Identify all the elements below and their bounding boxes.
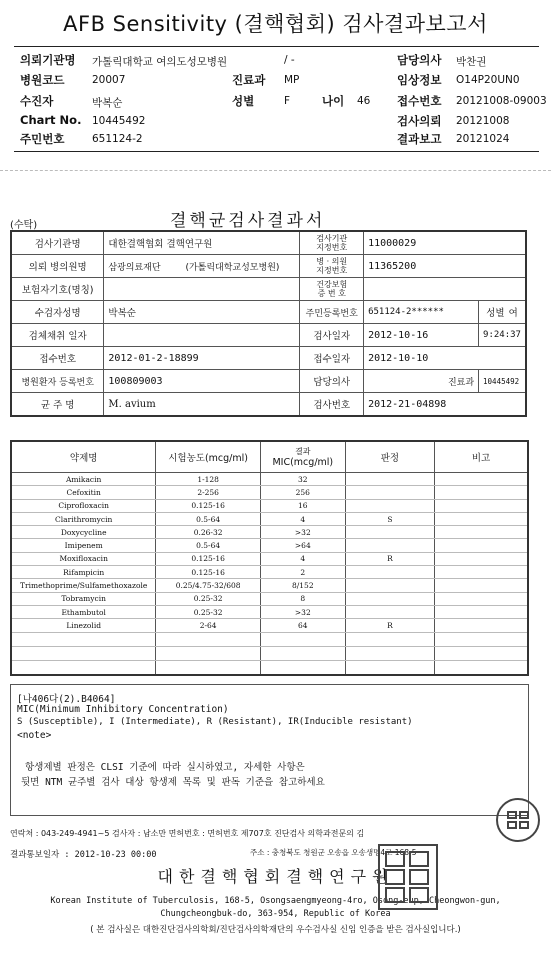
drug-name: Doxycycline xyxy=(11,526,156,539)
note-line: MIC(Minimum Inhibitory Concentration) xyxy=(17,704,229,715)
doctor-seal-icon xyxy=(496,798,540,842)
drug-mic: 256 xyxy=(260,486,345,499)
drug-name: Trimethoprime/Sulfamethoxazole xyxy=(11,579,156,592)
result-report xyxy=(0,176,551,967)
table-row xyxy=(11,566,528,579)
value-report-date: 20121024 xyxy=(456,133,510,145)
header-divider xyxy=(14,151,539,152)
drug-judgement xyxy=(345,592,434,605)
table-row xyxy=(11,231,526,255)
drug-judgement xyxy=(345,526,434,539)
empty-cell xyxy=(260,632,345,646)
table-row xyxy=(11,526,528,539)
table-header-row xyxy=(11,441,528,473)
value-patient: 박복순 xyxy=(92,97,123,109)
label-receipt-no: 접수번호 xyxy=(397,94,442,108)
label-hospital-code: 병원코드 xyxy=(20,73,65,87)
drug-remark xyxy=(435,605,528,618)
table-row xyxy=(11,512,528,525)
value-test-institution: 대한결핵협회 결핵연구원 xyxy=(104,231,300,255)
drug-concentration: 0.25-32 xyxy=(156,592,261,605)
label-patient: 수진자 xyxy=(20,94,54,108)
label-received-date: 접수일자 xyxy=(300,347,364,370)
notice-date: 결과통보일자 : 2012-10-23 00:00 xyxy=(10,850,157,860)
empty-cell xyxy=(435,632,528,646)
label-clinical-info: 임상정보 xyxy=(397,73,442,87)
empty-cell xyxy=(345,646,434,660)
drug-concentration: 0.5-64 xyxy=(156,539,261,552)
drug-concentration: 0.125-16 xyxy=(156,552,261,565)
empty-cell xyxy=(345,632,434,646)
table-row-empty xyxy=(11,632,528,646)
susceptibility-table xyxy=(10,440,529,676)
label-attending-doctor: 담당의사 xyxy=(300,370,364,393)
col-mic-top: 결과 xyxy=(295,447,311,456)
drug-remark xyxy=(435,473,528,486)
empty-cell xyxy=(156,632,261,646)
drug-name: Moxifloxacin xyxy=(11,552,156,565)
value-test-no: 2012-21-04898 xyxy=(364,393,526,417)
header-divider xyxy=(14,46,539,47)
empty-cell xyxy=(435,646,528,660)
drug-remark xyxy=(435,499,528,512)
consigned-mark: (수탁) xyxy=(10,220,38,231)
notes-box xyxy=(10,684,529,816)
drug-judgement xyxy=(345,499,434,512)
empty-cell xyxy=(435,660,528,675)
empty-cell xyxy=(11,646,156,660)
value-sex-cell xyxy=(479,301,526,324)
note-line: 항생제별 판정은 CLSI 기준에 따라 실시하였고, 자세한 사항은 xyxy=(25,762,305,773)
requesting-hospital-sub: (가톨릭대학교성모병원) xyxy=(185,262,280,273)
drug-mic: 4 xyxy=(260,512,345,525)
drug-remark xyxy=(435,539,528,552)
drug-concentration: 2-64 xyxy=(156,619,261,632)
label-insurer: 보험자기호(명칭) xyxy=(11,278,104,301)
value-department: MP xyxy=(284,74,300,86)
note-line: <note> xyxy=(17,730,52,741)
drug-concentration: 0.5-64 xyxy=(156,512,261,525)
table-row xyxy=(11,370,526,393)
drug-name: Linezolid xyxy=(11,619,156,632)
value-requesting-hospital xyxy=(104,255,300,278)
table-row xyxy=(11,619,528,632)
drug-judgement xyxy=(345,579,434,592)
drug-concentration: 0.25-32 xyxy=(156,605,261,618)
empty-cell xyxy=(156,646,261,660)
drug-mic: 32 xyxy=(260,473,345,486)
col-mic xyxy=(260,441,345,473)
label-requesting-hospital: 의뢰 병의원명 xyxy=(11,255,104,278)
label-clinic-dept: 진료과 xyxy=(364,370,479,393)
drug-concentration: 2-256 xyxy=(156,486,261,499)
value-insurance-no xyxy=(364,278,526,301)
empty-cell xyxy=(345,660,434,675)
label-chart-no: Chart No. xyxy=(20,113,82,127)
value-institution-code: 11000029 xyxy=(364,231,526,255)
table-row xyxy=(11,301,526,324)
rrn-text: 651124-2****** xyxy=(368,307,444,317)
value-age: 46 xyxy=(357,95,371,107)
note-line: S (Susceptible), I (Intermediate), R (Resistant), IR(Inducible resistant) xyxy=(17,717,413,727)
address-english-2: Chungcheongbuk-do, 363-954, Republic of Korea xyxy=(160,909,391,919)
drug-mic: 4 xyxy=(260,552,345,565)
value-accession-no: 2012-01-2-18899 xyxy=(104,347,300,370)
drug-remark xyxy=(435,566,528,579)
drug-mic: >32 xyxy=(260,605,345,618)
value-received-date: 2012-10-10 xyxy=(364,347,526,370)
label-institution: 의뢰기관명 xyxy=(20,53,76,67)
label-sex-full: 성별 xyxy=(486,308,505,319)
table-row xyxy=(11,278,526,301)
drug-remark xyxy=(435,512,528,525)
value-sex-full: 여 xyxy=(508,308,518,319)
drug-name: Clarithromycin xyxy=(11,512,156,525)
drug-concentration: 0.125-16 xyxy=(156,566,261,579)
value-examinee: 박복순 xyxy=(104,301,300,324)
col-drug: 약제명 xyxy=(11,441,156,473)
value-rrn-full xyxy=(364,301,479,324)
value-sex: F xyxy=(284,95,291,107)
value-chart-no: 10445492 xyxy=(92,115,146,127)
value-doctor: 박찬권 xyxy=(456,56,487,68)
table-row xyxy=(11,552,528,565)
drug-remark xyxy=(435,579,528,592)
empty-cell xyxy=(260,646,345,660)
value-request-date: 20121008 xyxy=(456,115,510,127)
drug-judgement xyxy=(345,473,434,486)
label-department: 진료과 xyxy=(232,73,266,87)
col-concentration: 시험농도(mcg/ml) xyxy=(156,441,261,473)
drug-remark xyxy=(435,486,528,499)
drug-remark xyxy=(435,526,528,539)
value-strain: M. avium xyxy=(104,393,300,417)
empty-cell xyxy=(11,660,156,675)
empty-cell xyxy=(11,632,156,646)
label-test-no: 검사번호 xyxy=(300,393,364,417)
drug-judgement: R xyxy=(345,552,434,565)
label-request-date: 검사의뢰 xyxy=(397,114,442,128)
drug-mic: >32 xyxy=(260,526,345,539)
label-hospital-code: 병 · 의원 지정번호 xyxy=(300,255,364,278)
drug-judgement xyxy=(345,566,434,579)
report-title: 결핵균검사결과서 xyxy=(170,211,326,231)
drug-name: Imipenem xyxy=(11,539,156,552)
table-row xyxy=(11,592,528,605)
drug-mic: 8 xyxy=(260,592,345,605)
label-sex: 성별 xyxy=(232,94,255,108)
value-ward: / - xyxy=(284,54,295,66)
patient-info-table xyxy=(10,230,527,417)
drug-judgement xyxy=(345,486,434,499)
note-line: [나406다(2).B4064] xyxy=(17,694,116,705)
drug-judgement xyxy=(345,605,434,618)
drug-name: Tobramycin xyxy=(11,592,156,605)
value-rrn: 651124-2 xyxy=(92,133,143,145)
report-header xyxy=(0,0,551,170)
table-row xyxy=(11,499,528,512)
label-insurance-no: 건강보험 증 번 호 xyxy=(300,278,364,301)
contact-line: 연락처 : 043-249-4941~5 검사자 : 남소만 면허번호 : 면허번호 제707호 진단검사 의학과전문의 김 xyxy=(10,829,365,838)
label-doctor: 담당의사 xyxy=(397,53,442,67)
drug-remark xyxy=(435,592,528,605)
table-row xyxy=(11,579,528,592)
table-row xyxy=(11,605,528,618)
table-row xyxy=(11,539,528,552)
table-row xyxy=(11,473,528,486)
drug-concentration: 1-128 xyxy=(156,473,261,486)
value-hospital-designation: 11365200 xyxy=(364,255,526,278)
col-judgement: 판정 xyxy=(345,441,434,473)
table-row-empty xyxy=(11,660,528,675)
value-exam-time: 9:24:37 xyxy=(479,324,526,347)
value-hospital-code: 20007 xyxy=(92,74,126,86)
institute-seal-icon xyxy=(378,844,438,910)
header-title: AFB Sensitivity (결핵협회) 검사결과보고서 xyxy=(63,12,488,36)
drug-remark xyxy=(435,552,528,565)
value-institution: 가톨릭대학교 여의도성모병원 xyxy=(92,56,228,68)
value-clinical-info: O14P20UN0 xyxy=(456,74,520,86)
value-clinic-dept: 10445492 xyxy=(479,370,526,393)
requesting-foundation: 삼광의료재단 xyxy=(108,262,161,273)
label-patient-reg-no: 병원환자 등록번호 xyxy=(11,370,104,393)
label-institution-code: 검사기관 지정번호 xyxy=(300,231,364,255)
label-accession-no: 접수번호 xyxy=(11,347,104,370)
table-row xyxy=(11,324,526,347)
label-report-date: 결과보고 xyxy=(397,132,442,146)
drug-concentration: 0.25/4.75-32/608 xyxy=(156,579,261,592)
table-row xyxy=(11,255,526,278)
address-korean: 주소 : 충청북도 청원군 오송읍 오송생명4로 168-5 xyxy=(250,848,417,857)
drug-judgement: R xyxy=(345,619,434,632)
drug-concentration: 0.125-16 xyxy=(156,499,261,512)
drug-name: Ethambutol xyxy=(11,605,156,618)
table-row xyxy=(11,347,526,370)
col-remark: 비고 xyxy=(435,441,528,473)
address-english-1: Korean Institute of Tuberculosis, 168-5, Osongsaengmyeong-4ro, Osong-eup, Cheongwon-gun, xyxy=(50,896,501,906)
note-line: 뒷면 NTM 균주별 검사 대상 항생제 목록 및 판독 기준을 참고하세요 xyxy=(21,777,325,788)
col-mic-label: MIC(mcg/ml) xyxy=(272,457,334,468)
drug-mic: 64 xyxy=(260,619,345,632)
empty-cell xyxy=(260,660,345,675)
institute-name: 대한결핵협회결핵연구원 xyxy=(157,867,394,886)
drug-name: Ciprofloxacin xyxy=(11,499,156,512)
label-rrn: 주민번호 xyxy=(20,132,65,146)
label-examinee: 수검자성명 xyxy=(11,301,104,324)
value-receipt-no: 20121008-09003 xyxy=(456,95,547,107)
drug-mic: 8/152 xyxy=(260,579,345,592)
label-strain: 균 주 명 xyxy=(11,393,104,417)
drug-name: Cefoxitin xyxy=(11,486,156,499)
table-row xyxy=(11,486,528,499)
label-test-institution: 검사기관명 xyxy=(11,231,104,255)
certification-note: ( 본 검사실은 대한진단검사의학회/진단검사의학재단의 우수검사실 신임 인증을 받은 검사실입니다.) xyxy=(90,925,461,935)
table-row xyxy=(11,393,526,417)
table-row-empty xyxy=(11,646,528,660)
drug-remark xyxy=(435,619,528,632)
label-collection-date: 검체채취 일자 xyxy=(11,324,104,347)
label-age: 나이 xyxy=(322,94,345,108)
label-rrn-full: 주민등록번호 xyxy=(300,301,364,324)
drug-judgement xyxy=(345,539,434,552)
drug-concentration: 0.26-32 xyxy=(156,526,261,539)
value-insurer xyxy=(104,278,300,301)
drug-mic: >64 xyxy=(260,539,345,552)
label-exam-date: 검사일자 xyxy=(300,324,364,347)
drug-mic: 2 xyxy=(260,566,345,579)
drug-name: Rifampicin xyxy=(11,566,156,579)
value-patient-reg-no: 100809003 xyxy=(104,370,300,393)
drug-judgement: S xyxy=(345,512,434,525)
value-collection-date xyxy=(104,324,300,347)
value-exam-date: 2012-10-16 xyxy=(364,324,479,347)
drug-mic: 16 xyxy=(260,499,345,512)
empty-cell xyxy=(156,660,261,675)
drug-name: Amikacin xyxy=(11,473,156,486)
drug-rows xyxy=(11,473,528,675)
